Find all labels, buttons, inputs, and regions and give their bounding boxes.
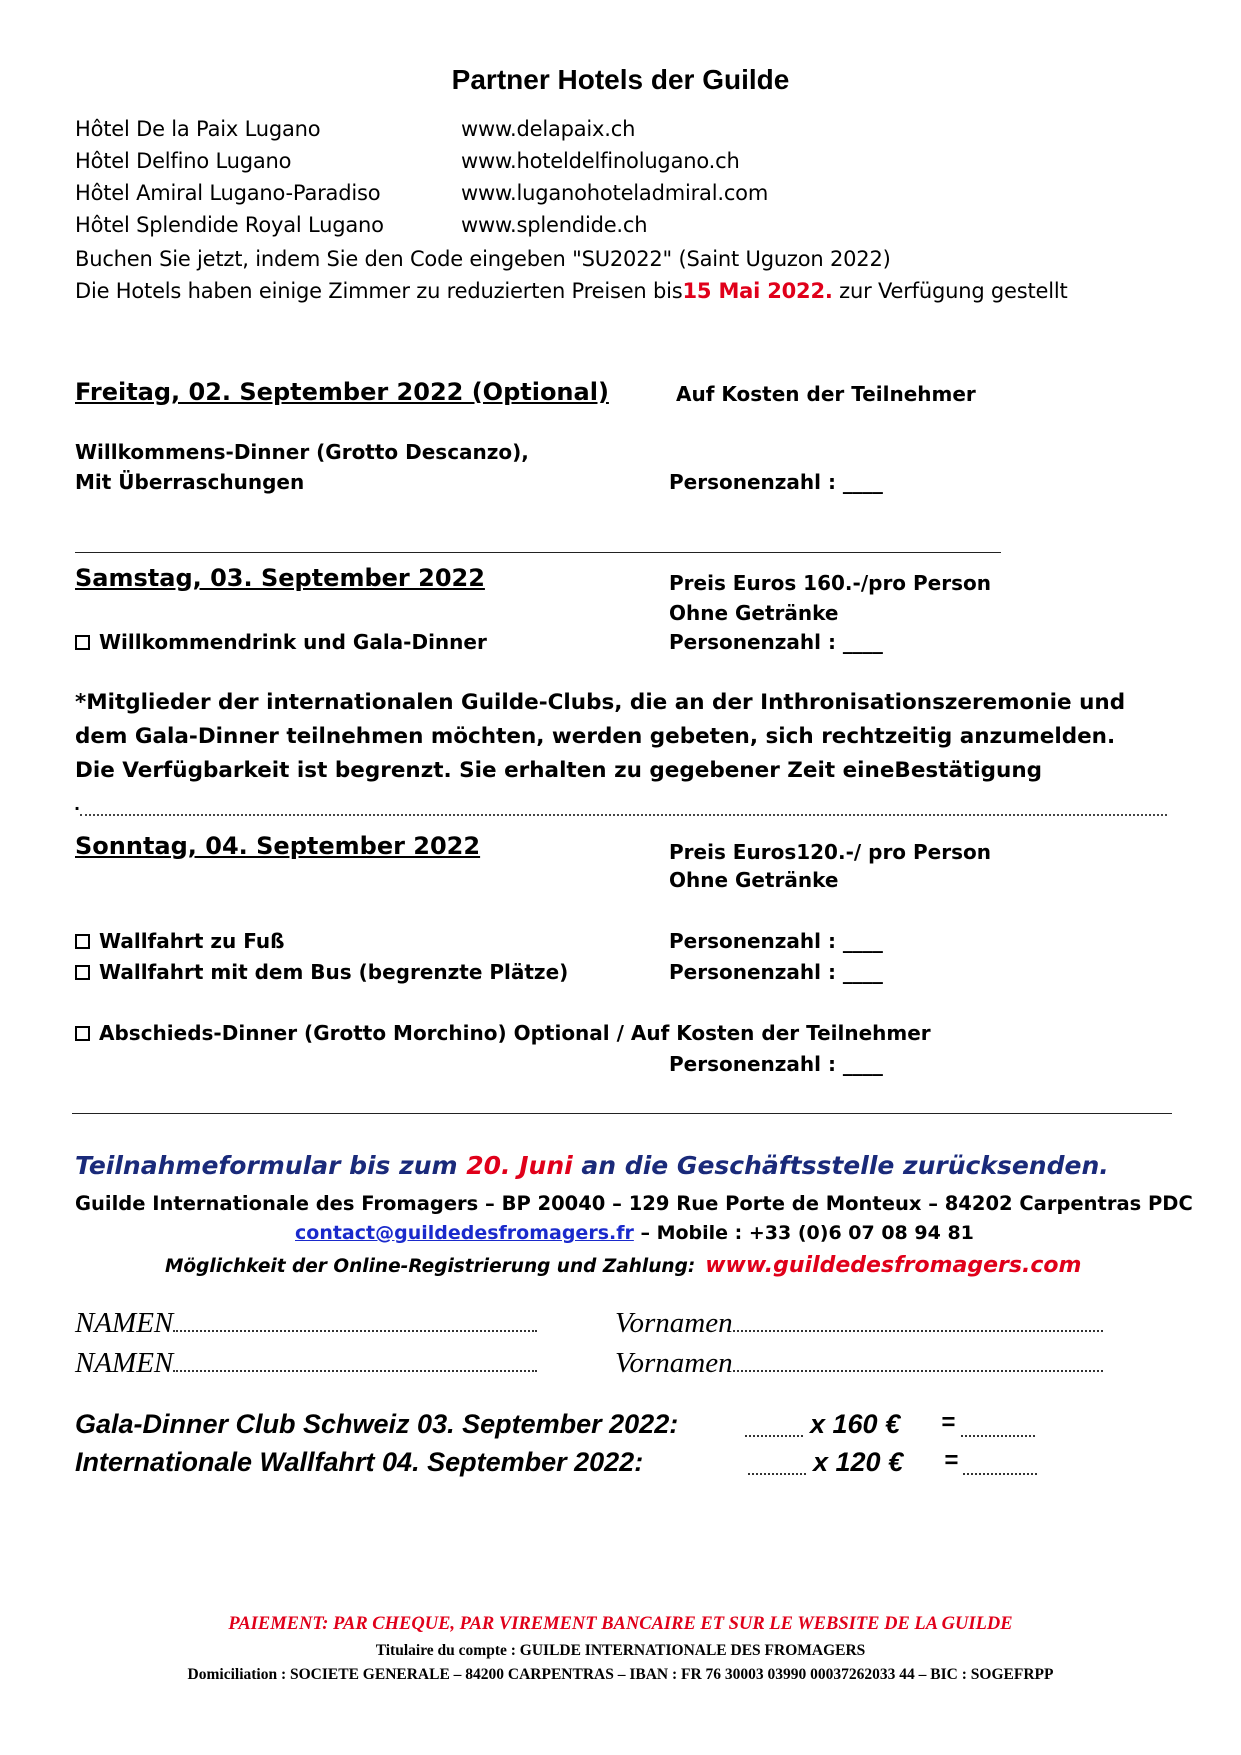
saturday-item-label: Willkommendrink und Gala-Dinner <box>99 630 487 654</box>
hotel-url[interactable]: www.luganohoteladmiral.com <box>461 181 769 205</box>
friday-item-2: Mit Überraschungen <box>75 470 305 494</box>
gala-equals: = <box>941 1409 956 1436</box>
pilgrimage-equals: = <box>944 1447 959 1474</box>
guild-address: Guilde Internationale des Fromagers – BP 20040 – 129 Rue Porte de Monteux – 84202 Carpentras PDC <box>75 1192 1193 1215</box>
dotted-divider <box>80 814 1167 816</box>
farewell-label: Abschieds-Dinner (Grotto Morchino) Optional / Auf Kosten der Teilnehmer <box>99 1021 931 1045</box>
hotel-url[interactable]: www.hoteldelfinolugano.ch <box>461 149 740 173</box>
sunday-walk-label: Wallfahrt zu Fuß <box>99 929 285 953</box>
sunday-bus-persons[interactable]: Personenzahl : ____ <box>669 960 883 984</box>
saturday-note-2: dem Gala-Dinner teilnehmen möchten, werden gebeten, sich rechtzeitig anzumelden. <box>75 724 1116 749</box>
hotel-name: Hôtel Amiral Lugano-Paradiso <box>75 181 381 205</box>
checkbox[interactable] <box>75 965 90 980</box>
sunday-walk-persons[interactable]: Personenzahl : ____ <box>669 929 883 953</box>
hotel-url[interactable]: www.delapaix.ch <box>461 117 636 141</box>
return-text-end: an die Geschäftsstelle zurücksenden. <box>572 1151 1109 1180</box>
account-holder: Titulaire du compte : GUILDE INTERNATIONALE DES FROMAGERS <box>375 1642 866 1659</box>
sunday-price: Preis Euros120.-/ pro Person <box>669 840 991 864</box>
name-label: NAMEN <box>75 1347 174 1379</box>
divider <box>72 1113 1172 1114</box>
gala-quantity-field[interactable] <box>745 1434 803 1437</box>
return-date: 20. Juni <box>466 1151 573 1180</box>
farewell-item[interactable] <box>75 1021 931 1045</box>
availability-line <box>75 279 1068 303</box>
online-label: Möglichkeit der Online-Registrierung und Zahlung: <box>165 1256 696 1277</box>
sunday-heading: Sonntag, 04. September 2022 <box>75 832 481 860</box>
return-text: Teilnahmeformular bis zum <box>75 1151 467 1180</box>
page-title: Partner Hotels der Guilde <box>451 64 790 95</box>
website-link[interactable]: www.guildedesfromagers.com <box>705 1253 1082 1278</box>
divider <box>75 552 1001 553</box>
friday-heading: Freitag, 02. September 2022 (Optional) <box>75 378 609 406</box>
name-label: NAMEN <box>75 1307 174 1339</box>
friday-cost-note: Auf Kosten der Teilnehmer <box>676 382 976 406</box>
pilgrimage-quantity-field[interactable] <box>748 1472 806 1475</box>
gala-price: x 160 € <box>810 1409 901 1439</box>
hotel-url[interactable]: www.splendide.ch <box>461 213 648 237</box>
availability-date: 15 Mai 2022. <box>682 279 833 303</box>
bank-details: Domiciliation : SOCIETE GENERALE – 84200 CARPENTRAS – IBAN : FR 76 30003 03990 00037262033 44 – BIC : SOGEFRPP <box>187 1666 1054 1683</box>
saturday-note: *Mitglieder der internationalen Guilde-Clubs, die an der Inthronisationszeremonie und <box>75 690 1126 715</box>
firstname-field[interactable] <box>615 1347 1103 1380</box>
saturday-price: Preis Euros 160.-/pro Person <box>669 571 991 595</box>
contact-line <box>295 1222 974 1244</box>
gala-total-field[interactable] <box>961 1434 1035 1437</box>
return-instruction <box>75 1151 1109 1180</box>
pilgrimage-label: Internationale Wallfahrt 04. September 2022: <box>75 1447 644 1477</box>
friday-persons[interactable]: Personenzahl : ____ <box>669 470 883 494</box>
hotel-name: Hôtel De la Paix Lugano <box>75 117 321 141</box>
saturday-drinks: Ohne Getränke <box>669 601 839 625</box>
saturday-item[interactable] <box>75 630 487 654</box>
pilgrimage-total-field[interactable] <box>963 1472 1037 1475</box>
firstname-label: Vornamen <box>615 1307 733 1339</box>
sunday-bus-label: Wallfahrt mit dem Bus (begrenzte Plätze) <box>99 960 569 984</box>
friday-item: Willkommens-Dinner (Grotto Descanzo), <box>75 440 529 464</box>
mobile: – Mobile : +33 (0)6 07 08 94 81 <box>633 1222 974 1244</box>
availability-text: Die Hotels haben einige Zimmer zu reduzierten Preisen bis <box>75 279 683 303</box>
pilgrimage-price: x 120 € <box>813 1447 904 1477</box>
firstname-label: Vornamen <box>615 1347 733 1379</box>
farewell-persons[interactable]: Personenzahl : ____ <box>669 1052 883 1076</box>
saturday-persons[interactable]: Personenzahl : ____ <box>669 630 883 654</box>
availability-text-end: zur Verfügung gestellt <box>832 279 1068 303</box>
sunday-drinks: Ohne Getränke <box>669 868 839 892</box>
firstname-field[interactable] <box>615 1307 1103 1340</box>
dot-prefix: . <box>74 795 81 814</box>
checkbox[interactable] <box>75 635 90 650</box>
saturday-note-3: Die Verfügbarkeit ist begrenzt. Sie erhalten zu gegebener Zeit eineBestätigung <box>75 758 1043 783</box>
gala-label: Gala-Dinner Club Schweiz 03. September 2022: <box>75 1409 679 1439</box>
email-link[interactable]: contact@guildedesfromagers.fr <box>295 1222 634 1244</box>
sunday-walk-item[interactable] <box>75 929 285 953</box>
booking-code-line: Buchen Sie jetzt, indem Sie den Code eingeben "SU2022" (Saint Uguzon 2022) <box>75 247 891 271</box>
name-field[interactable] <box>75 1347 537 1380</box>
checkbox[interactable] <box>75 934 90 949</box>
payment-heading: PAIEMENT: PAR CHEQUE, PAR VIREMENT BANCAIRE ET SUR LE WEBSITE DE LA GUILDE <box>228 1614 1013 1634</box>
hotel-name: Hôtel Delfino Lugano <box>75 149 292 173</box>
sunday-bus-item[interactable] <box>75 960 568 984</box>
name-field[interactable] <box>75 1307 537 1340</box>
checkbox[interactable] <box>75 1026 90 1041</box>
saturday-heading: Samstag, 03. September 2022 <box>75 564 485 592</box>
hotel-name: Hôtel Splendide Royal Lugano <box>75 213 384 237</box>
online-line <box>165 1253 1081 1278</box>
